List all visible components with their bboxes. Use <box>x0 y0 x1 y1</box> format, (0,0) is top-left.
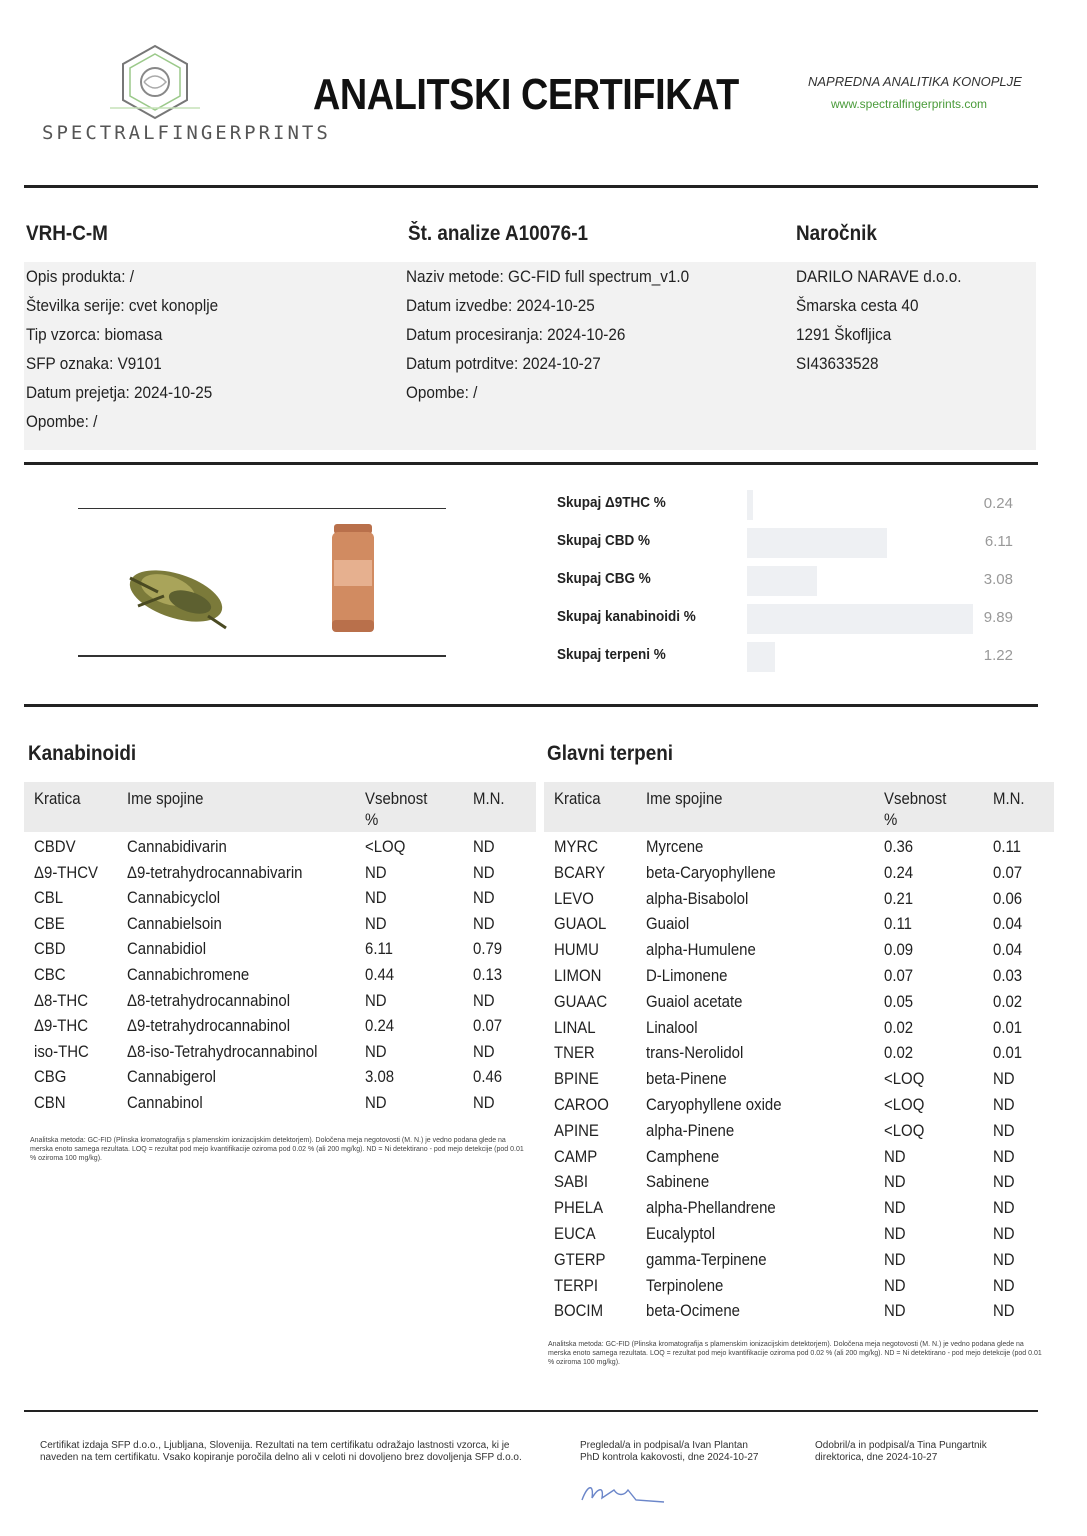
summary-label: Skupaj kanabinoidi % <box>557 608 696 625</box>
product-name: VRH-C-M <box>26 222 108 245</box>
terpene-cell-content: ND <box>884 1301 906 1321</box>
summary-value: 0.24 <box>983 495 1013 512</box>
summary-label: Skupaj CBD % <box>557 532 651 549</box>
summary-label: Skupaj terpeni % <box>557 646 666 663</box>
client-detail-line: Šmarska cesta 40 <box>796 296 919 315</box>
terpene-cell-abbr: MYRC <box>554 837 599 856</box>
cannabinoid-cell-name: Cannabinol <box>127 1093 203 1112</box>
terpene-cell-abbr: CAMP <box>554 1146 598 1166</box>
cannabinoid-cell-name: Δ9-tetrahydrocannabivarin <box>127 862 303 882</box>
cannabinoid-cell-content: ND <box>365 1041 387 1061</box>
cannabinoids-col-unit: % <box>365 810 379 829</box>
terpene-cell-content: ND <box>884 1275 906 1295</box>
terpene-cell-lod: ND <box>993 1301 1015 1321</box>
terpene-cell-abbr: CAROO <box>554 1095 609 1114</box>
terpene-cell-content: 0.05 <box>884 991 914 1011</box>
terpene-cell-abbr: SABI <box>554 1172 589 1192</box>
terpene-cell-lod: 0.01 <box>993 1017 1023 1037</box>
terpene-cell-content: ND <box>884 1224 906 1243</box>
terpenes-method-note: Analitska metoda: GC-FID (Plinska kromatografija s plamenskim ionizacijskim detektorjem). Določena meja negotovosti (M. N.) je vedno podana glede na merska enoto samega rezultata. LOQ = rezultat pod mejo kvantifikacije oziroma pod 0.02 % (ali 200 mg/kg). ND = Ni detektirano - pod mejo detekcije (pod 0.01 % oziroma 100 mg/kg). <box>548 1341 1042 1366</box>
client-detail-line: 1291 Škofljica <box>796 325 892 344</box>
summary-bar <box>747 642 775 672</box>
summary-bar <box>747 604 973 634</box>
terpene-cell-lod: 0.02 <box>993 991 1023 1011</box>
summary-value: 1.22 <box>983 647 1013 664</box>
analysis-detail-line: Naziv metode: GC-FID full spectrum_v1.0 <box>406 267 690 286</box>
terpene-cell-abbr: TERPI <box>554 1275 599 1295</box>
cannabinoid-cell-abbr: Δ9-THCV <box>34 862 99 882</box>
terpenes-col-unit: % <box>884 810 898 829</box>
cannabinoid-cell-content: 6.11 <box>365 939 394 959</box>
terpene-cell-abbr: LEVO <box>554 888 594 908</box>
cannabinoids-col-name: Ime spojine <box>127 789 204 808</box>
document-title: ANALITSKI CERTIFIKAT <box>313 70 739 119</box>
terpene-cell-content: ND <box>884 1198 906 1218</box>
client-heading: Naročnik <box>796 222 877 245</box>
terpene-cell-content: ND <box>884 1249 906 1269</box>
terpene-cell-name: Linalool <box>646 1017 698 1037</box>
analysis-detail-line: Datum procesiranja: 2024-10-26 <box>406 325 626 344</box>
terpene-cell-content: 0.24 <box>884 862 914 882</box>
analysis-detail-line: Datum izvedbe: 2024-10-25 <box>406 296 595 315</box>
product-detail-line: Datum prejetja: 2024-10-25 <box>26 383 213 402</box>
terpene-cell-name: Sabinene <box>646 1172 710 1192</box>
terpene-cell-lod: ND <box>993 1249 1015 1269</box>
terpene-cell-abbr: BCARY <box>554 862 606 882</box>
summary-label: Skupaj CBG % <box>557 570 651 587</box>
terpene-cell-lod: 0.03 <box>993 966 1023 985</box>
terpene-cell-content: 0.02 <box>884 1017 914 1037</box>
cannabinoid-cell-lod: ND <box>473 837 495 856</box>
cannabinoid-cell-abbr: CBG <box>34 1067 67 1087</box>
terpene-cell-lod: 0.01 <box>993 1043 1023 1063</box>
cannabinoids-col-lod: M.N. <box>473 789 505 808</box>
analysis-detail-line: Opombe: / <box>406 383 478 402</box>
terpene-cell-lod: 0.07 <box>993 862 1023 882</box>
analysis-detail-line: Datum potrditve: 2024-10-27 <box>406 354 601 373</box>
terpene-cell-abbr: BPINE <box>554 1069 599 1089</box>
terpene-cell-lod: ND <box>993 1172 1015 1192</box>
terpene-cell-content: 0.09 <box>884 940 914 960</box>
terpene-cell-name: Guaiol <box>646 914 690 934</box>
client-detail-line: SI43633528 <box>796 354 879 373</box>
cannabinoid-cell-name: Cannabicyclol <box>127 888 221 908</box>
terpene-cell-lod: ND <box>993 1198 1015 1218</box>
terpene-cell-abbr: LINAL <box>554 1017 596 1037</box>
cannabinoid-cell-content: ND <box>365 990 387 1010</box>
cannabinoids-header-bg <box>24 782 536 832</box>
terpene-cell-abbr: APINE <box>554 1120 599 1140</box>
cannabinoid-cell-lod: 0.07 <box>473 1016 503 1036</box>
terpene-cell-lod: 0.04 <box>993 940 1023 960</box>
analysis-number: Št. analize A10076-1 <box>408 222 588 245</box>
cannabinoid-cell-lod: 0.46 <box>473 1067 503 1087</box>
terpene-cell-lod: 0.11 <box>993 837 1022 856</box>
terpene-cell-abbr: HUMU <box>554 940 599 960</box>
cannabinoid-cell-lod: ND <box>473 862 495 882</box>
terpene-cell-content: ND <box>884 1146 906 1166</box>
summary-bar <box>747 528 887 558</box>
cannabinoid-cell-name: Cannabigerol <box>127 1067 217 1087</box>
cannabinoid-cell-lod: 0.79 <box>473 939 503 959</box>
terpene-cell-content: 0.02 <box>884 1043 914 1063</box>
terpene-cell-content: 0.11 <box>884 914 913 934</box>
product-photo <box>78 508 446 658</box>
product-detail-line: Številka serije: cvet konoplje <box>26 296 219 315</box>
terpene-cell-abbr: EUCA <box>554 1224 596 1243</box>
terpene-cell-content: <LOQ <box>884 1095 925 1114</box>
terpene-cell-name: Caryophyllene oxide <box>646 1095 782 1114</box>
cannabinoid-cell-content: ND <box>365 913 387 933</box>
summary-rule <box>24 704 1038 707</box>
terpene-cell-name: Myrcene <box>646 837 704 856</box>
jar-icon <box>328 520 378 638</box>
cannabinoid-cell-name: Δ8-iso-Tetrahydrocannabinol <box>127 1041 318 1061</box>
header-rule <box>24 185 1038 188</box>
terpene-cell-name: alpha-Humulene <box>646 940 756 960</box>
cannabinoid-cell-abbr: iso-THC <box>34 1041 89 1061</box>
terpene-cell-name: Camphene <box>646 1146 720 1166</box>
terpene-cell-lod: ND <box>993 1069 1015 1089</box>
terpene-cell-abbr: LIMON <box>554 966 602 985</box>
terpene-cell-name: beta-Caryophyllene <box>646 862 776 882</box>
cannabinoid-cell-lod: ND <box>473 1041 495 1061</box>
terpene-cell-name: alpha-Phellandrene <box>646 1198 776 1218</box>
summary-bar <box>747 490 753 520</box>
cannabinoid-cell-abbr: CBDV <box>34 837 76 856</box>
cannabinoids-method-note: Analitska metoda: GC-FID (Plinska kromatografija s plamenskim ionizacijskim detektorjem). Določena meja negotovosti (M. N.) je vedno podana glede na merska enoto samega rezultata. LOQ = rezultat pod mejo kvantifikacije oziroma pod 0.02 % (ali 200 mg/kg). ND = Ni detektirano - pod mejo detekcije (pod 0.01 % oziroma 100 mg/kg). <box>30 1137 524 1162</box>
cannabinoid-cell-content: 0.44 <box>365 965 395 984</box>
terpene-cell-name: beta-Pinene <box>646 1069 727 1089</box>
product-detail-line: Tip vzorca: biomasa <box>26 325 163 344</box>
tagline: NAPREDNA ANALITIKA KONOPLJE <box>808 74 1022 89</box>
cannabinoid-cell-content: 0.24 <box>365 1016 395 1036</box>
terpene-cell-content: 0.07 <box>884 966 914 985</box>
terpene-cell-abbr: GUAAC <box>554 991 608 1011</box>
terpene-cell-content: 0.36 <box>884 837 914 856</box>
summary-value: 9.89 <box>983 609 1013 626</box>
terpenes-col-content: Vsebnost <box>884 789 947 808</box>
product-detail-line: Opombe: / <box>26 412 98 431</box>
terpene-cell-name: Terpinolene <box>646 1275 724 1295</box>
summary-value: 3.08 <box>983 571 1013 588</box>
terpene-cell-content: ND <box>884 1172 906 1192</box>
cannabinoid-cell-content: ND <box>365 888 387 908</box>
summary-label: Skupaj Δ9THC % <box>557 494 666 511</box>
terpene-cell-name: trans-Nerolidol <box>646 1043 744 1063</box>
cannabinoid-cell-abbr: CBD <box>34 939 66 959</box>
issuer-statement: Certifikat izdaja SFP d.o.o., Ljubljana, Slovenija. Rezultati na tem certifikatu odražajo lastnosti vzorca, ki je naveden na tem certifikatu. Vsako kopiranje poročila delno ali v celoti ni dovoljeno brez dovoljenja SFP d.o.o. <box>40 1440 522 1463</box>
cannabinoid-cell-abbr: Δ9-THC <box>34 1016 89 1036</box>
cannabinoid-cell-lod: 0.13 <box>473 965 503 984</box>
cannabinoid-cell-lod: ND <box>473 990 495 1010</box>
cannabinoids-col-abbr: Kratica <box>34 789 81 808</box>
cannabinoid-cell-abbr: Δ8-THC <box>34 990 89 1010</box>
cannabinoid-cell-content: <LOQ <box>365 837 406 856</box>
cannabinoids-col-content: Vsebnost <box>365 789 428 808</box>
terpene-cell-name: D-Limonene <box>646 966 728 985</box>
terpene-cell-name: gamma-Terpinene <box>646 1249 767 1269</box>
reviewer-statement: Pregledal/a in podpisal/a Ivan Plantan PhD kontrola kakovosti, dne 2024-10-27 <box>580 1440 759 1463</box>
cannabinoid-cell-abbr: CBN <box>34 1093 66 1112</box>
cannabinoid-cell-lod: ND <box>473 1093 495 1112</box>
terpene-cell-name: alpha-Bisabolol <box>646 888 749 908</box>
reviewer-signature <box>580 1480 670 1506</box>
hexagon-logo-icon <box>40 40 270 120</box>
terpene-cell-lod: ND <box>993 1146 1015 1166</box>
cannabis-bud-icon <box>118 548 238 638</box>
terpene-cell-name: Eucalyptol <box>646 1224 716 1243</box>
info-rule <box>24 462 1038 465</box>
cannabinoid-cell-content: ND <box>365 862 387 882</box>
cannabinoid-cell-name: Cannabidivarin <box>127 837 227 856</box>
cannabinoid-cell-name: Cannabichromene <box>127 965 250 984</box>
footer-rule <box>24 1410 1038 1412</box>
terpene-cell-lod: 0.06 <box>993 888 1023 908</box>
cannabinoid-cell-content: 3.08 <box>365 1067 395 1087</box>
terpenes-col-name: Ime spojine <box>646 789 723 808</box>
cannabinoid-cell-lod: ND <box>473 888 495 908</box>
summary-value: 6.11 <box>984 533 1013 550</box>
terpene-cell-content: <LOQ <box>884 1120 925 1140</box>
cannabinoid-cell-content: ND <box>365 1093 387 1112</box>
cannabinoid-cell-name: Δ9-tetrahydrocannabinol <box>127 1016 291 1036</box>
summary-bar <box>747 566 817 596</box>
terpene-cell-name: beta-Ocimene <box>646 1301 740 1321</box>
logo-text: SPECTRALFINGERPRINTS <box>42 122 331 144</box>
terpene-cell-name: alpha-Pinene <box>646 1120 735 1140</box>
terpenes-title: Glavni terpeni <box>547 742 674 765</box>
terpene-cell-lod: ND <box>993 1095 1015 1114</box>
cannabinoids-title: Kanabinoidi <box>28 742 137 765</box>
terpenes-col-abbr: Kratica <box>554 789 601 808</box>
terpene-cell-lod: ND <box>993 1275 1015 1295</box>
terpene-cell-abbr: GUAOL <box>554 914 607 934</box>
terpene-cell-content: <LOQ <box>884 1069 925 1089</box>
terpene-cell-content: 0.21 <box>884 888 914 908</box>
terpene-cell-lod: 0.04 <box>993 914 1023 934</box>
terpenes-header-bg <box>544 782 1054 832</box>
cannabinoid-cell-name: Δ8-tetrahydrocannabinol <box>127 990 291 1010</box>
terpene-cell-abbr: PHELA <box>554 1198 604 1218</box>
cannabinoid-cell-name: Cannabielsoin <box>127 913 222 933</box>
cannabinoid-cell-abbr: CBL <box>34 888 64 908</box>
terpene-cell-name: Guaiol acetate <box>646 991 743 1011</box>
terpene-cell-abbr: TNER <box>554 1043 595 1063</box>
terpene-cell-abbr: BOCIM <box>554 1301 604 1321</box>
website-link[interactable]: www.spectralfingerprints.com <box>831 97 988 111</box>
terpene-cell-lod: ND <box>993 1224 1015 1243</box>
product-detail-line: Opis produkta: / <box>26 267 135 286</box>
terpene-cell-lod: ND <box>993 1120 1015 1140</box>
cannabinoid-cell-abbr: CBE <box>34 913 65 933</box>
terpenes-col-lod: M.N. <box>993 789 1025 808</box>
cannabinoid-cell-name: Cannabidiol <box>127 939 207 959</box>
product-detail-line: SFP oznaka: V9101 <box>26 354 162 373</box>
cannabinoid-cell-lod: ND <box>473 913 495 933</box>
cannabinoid-cell-abbr: CBC <box>34 965 66 984</box>
approver-statement: Odobril/a in podpisal/a Tina Pungartnik direktorica, dne 2024-10-27 <box>815 1440 987 1463</box>
terpene-cell-abbr: GTERP <box>554 1249 606 1269</box>
client-detail-line: DARILO NARAVE d.o.o. <box>796 267 962 286</box>
company-logo <box>40 40 331 150</box>
